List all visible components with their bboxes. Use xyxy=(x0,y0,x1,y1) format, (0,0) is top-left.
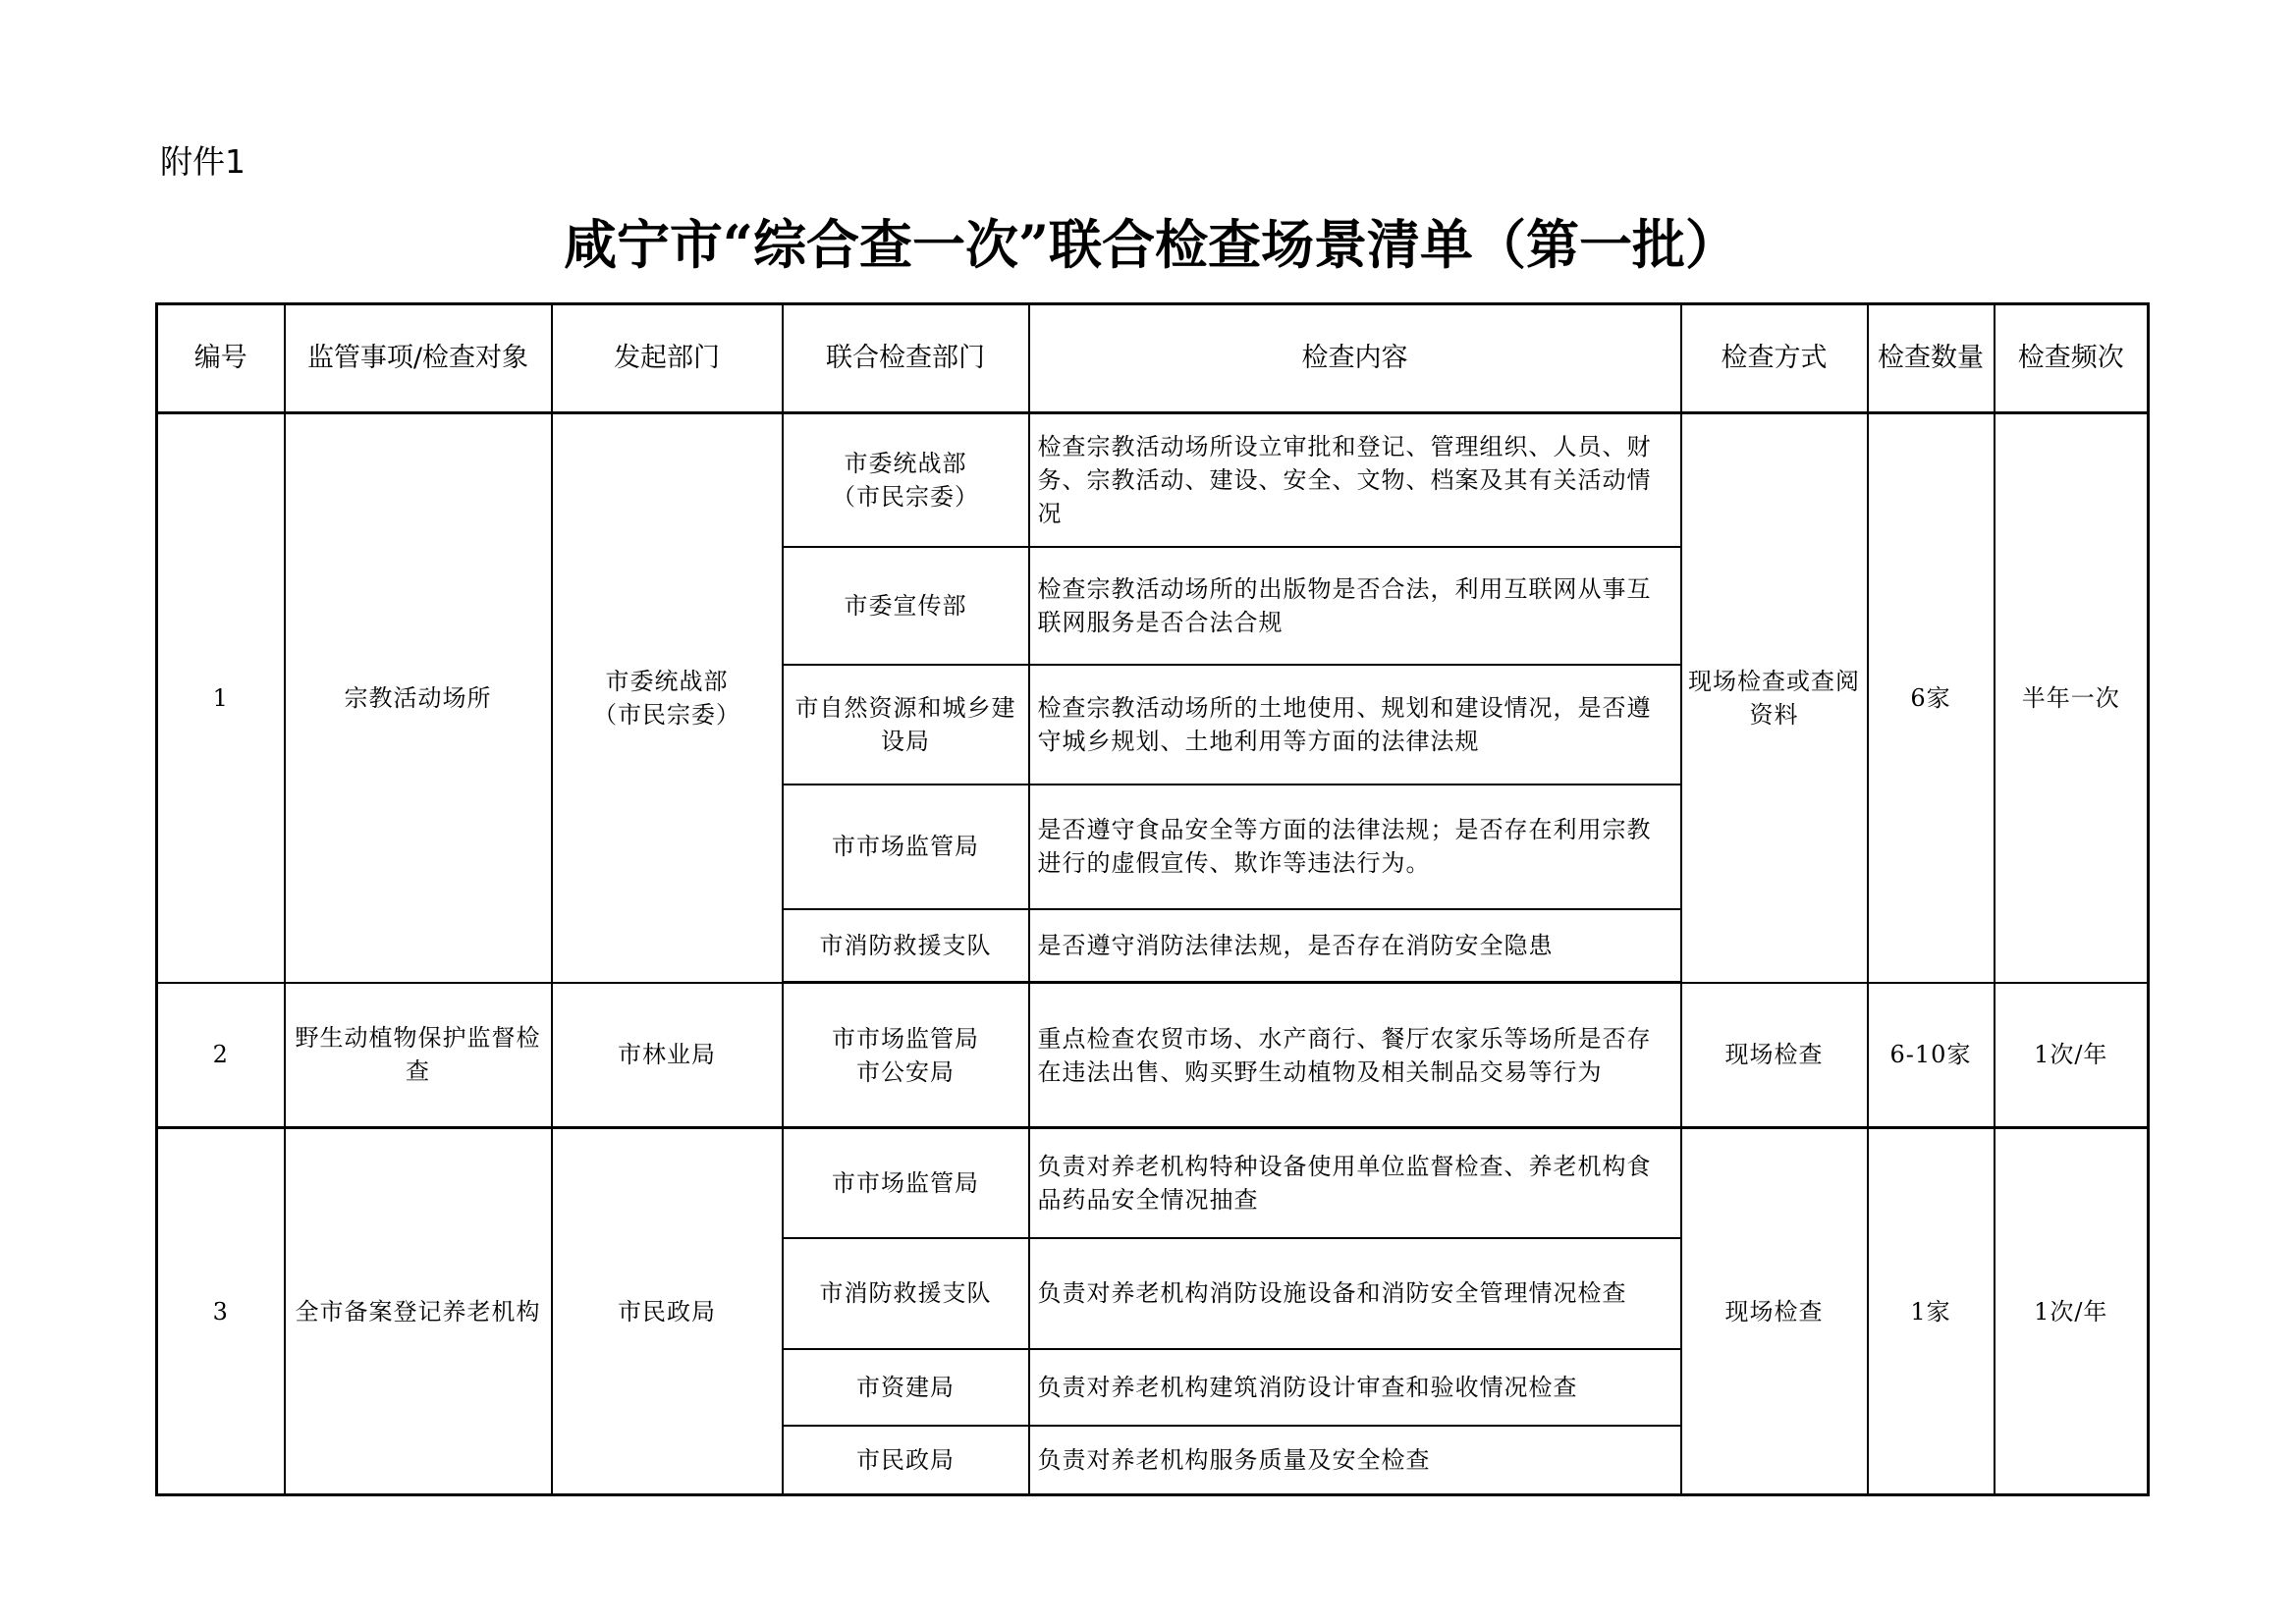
joint-dept-cell: 市委宣传部 xyxy=(783,547,1029,665)
header-frequency: 检查频次 xyxy=(1995,304,2149,413)
row-quantity: 6家 xyxy=(1868,413,1995,983)
joint-dept-text: 市市场监管局 市公安局 xyxy=(832,1024,979,1086)
joint-dept-text: 市委统战部 （市民宗委） xyxy=(832,449,979,511)
row-number: 1 xyxy=(157,413,285,983)
table-row xyxy=(157,983,2149,1128)
inspection-content-cell: 负责对养老机构特种设备使用单位监督检查、养老机构食品药品安全情况抽查 xyxy=(1029,1128,1681,1238)
header-subject: 监管事项/检查对象 xyxy=(285,304,552,413)
joint-dept-cell: 市市场监管局 xyxy=(783,1128,1029,1238)
row-method: 现场检查或查阅资料 xyxy=(1681,413,1868,983)
header-no: 编号 xyxy=(157,304,285,413)
inspection-content-cell: 检查宗教活动场所设立审批和登记、管理组织、人员、财务、宗教活动、建设、安全、文物、档案及其有关活动情况 xyxy=(1029,413,1681,547)
header-initiator: 发起部门 xyxy=(552,304,783,413)
attachment-label: 附件1 xyxy=(160,142,246,181)
row-quantity: 1家 xyxy=(1868,1128,1995,1495)
document-title: 咸宁市“综合查一次”联合检查场景清单（第一批） xyxy=(563,213,1739,276)
table-row xyxy=(157,1128,2149,1238)
inspection-content-cell: 负责对养老机构建筑消防设计审查和验收情况检查 xyxy=(1029,1349,1681,1426)
inspection-content-cell: 检查宗教活动场所的出版物是否合法，利用互联网从事互联网服务是否合法合规 xyxy=(1029,547,1681,665)
joint-dept-cell: 市资建局 xyxy=(783,1349,1029,1426)
row-number: 2 xyxy=(157,983,285,1128)
joint-dept-cell: 市消防救援支队 xyxy=(783,1238,1029,1349)
header-row xyxy=(157,304,2149,413)
joint-dept-cell: 市民政局 xyxy=(783,1426,1029,1495)
joint-dept-cell: 市消防救援支队 xyxy=(783,909,1029,983)
inspection-table xyxy=(155,302,2150,1496)
inspection-content-cell: 负责对养老机构服务质量及安全检查 xyxy=(1029,1426,1681,1495)
joint-dept-cell: 市自然资源和城乡建设局 xyxy=(783,665,1029,785)
row-method: 现场检查 xyxy=(1681,1128,1868,1495)
row-method: 现场检查 xyxy=(1681,983,1868,1128)
joint-dept-cell xyxy=(783,413,1029,547)
inspection-content-cell: 是否遵守食品安全等方面的法律法规；是否存在利用宗教进行的虚假宣传、欺诈等违法行为。 xyxy=(1029,785,1681,909)
header-joint-dept: 联合检查部门 xyxy=(783,304,1029,413)
header-content: 检查内容 xyxy=(1029,304,1681,413)
joint-dept-cell: 市市场监管局 xyxy=(783,785,1029,909)
header-quantity: 检查数量 xyxy=(1868,304,1995,413)
initiator-text: 市委统战部 （市民宗委） xyxy=(593,667,740,729)
inspection-content-cell: 检查宗教活动场所的土地使用、规划和建设情况，是否遵守城乡规划、土地利用等方面的法律法规 xyxy=(1029,665,1681,785)
row-initiator: 市林业局 xyxy=(552,983,783,1128)
row-number: 3 xyxy=(157,1128,285,1495)
row-frequency: 1次/年 xyxy=(1995,1128,2149,1495)
row-subject: 宗教活动场所 xyxy=(285,413,552,983)
row-subject: 野生动植物保护监督检查 xyxy=(285,983,552,1128)
header-method: 检查方式 xyxy=(1681,304,1868,413)
inspection-content-cell: 重点检查农贸市场、水产商行、餐厅农家乐等场所是否存在违法出售、购买野生动植物及相关制品交易等行为 xyxy=(1029,983,1681,1128)
row-initiator: 市民政局 xyxy=(552,1128,783,1495)
row-subject: 全市备案登记养老机构 xyxy=(285,1128,552,1495)
inspection-content-cell: 负责对养老机构消防设施设备和消防安全管理情况检查 xyxy=(1029,1238,1681,1349)
inspection-content-cell: 是否遵守消防法律法规，是否存在消防安全隐患 xyxy=(1029,909,1681,983)
table-row xyxy=(157,413,2149,547)
joint-dept-cell xyxy=(783,983,1029,1128)
row-frequency: 1次/年 xyxy=(1995,983,2149,1128)
row-initiator xyxy=(552,413,783,983)
row-frequency: 半年一次 xyxy=(1995,413,2149,983)
row-quantity: 6-10家 xyxy=(1868,983,1995,1128)
